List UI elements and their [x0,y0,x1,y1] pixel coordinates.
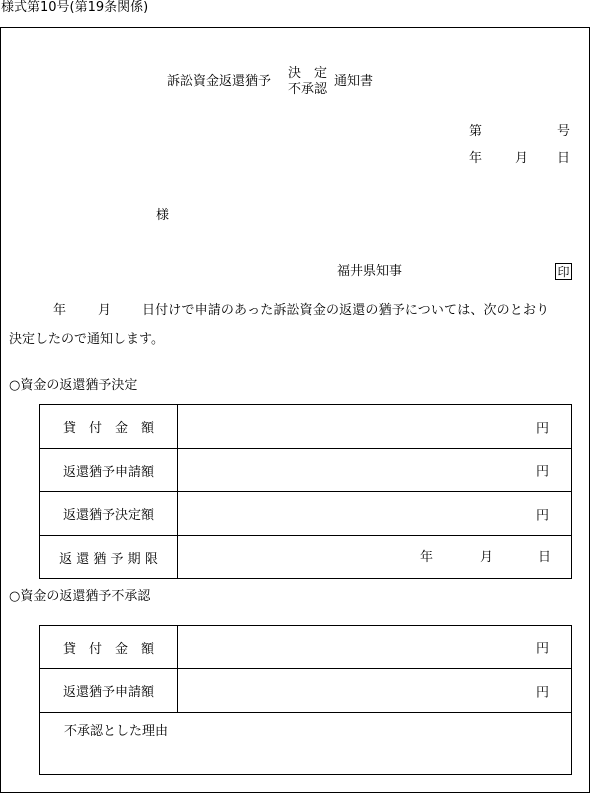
table-row [40,713,572,775]
loan-amount-label: 貸 付 金 額 [40,405,178,449]
date-month-label: 月 [515,151,529,166]
table-row [40,492,572,536]
body-year-label: 年 [53,303,67,318]
deferral-deadline-label: 返 還 猶 予 期 限 [40,536,178,579]
body-line2: 決定したので通知します。 [9,332,164,347]
date-day-label: 日 [557,151,571,166]
loan-amount-field[interactable] [178,626,572,669]
rejection-table [39,625,572,775]
loan-amount-label: 貸 付 金 額 [40,626,178,669]
yen-unit: 円 [535,641,549,657]
yen-unit: 円 [535,421,549,436]
deferral-request-amount-field[interactable] [178,669,572,713]
yen-unit: 円 [535,685,549,700]
rejection-reason-field[interactable] [40,713,572,775]
document-number-prefix: 第 [469,124,483,139]
deferral-request-amount-label: 返還猶予申請額 [40,449,178,492]
title-option-decision: 決 定 [288,66,328,81]
title-prefix: 訴訟資金返還猶予 [167,74,272,89]
addressee-suffix: 様 [156,208,170,223]
yen-unit: 円 [535,508,549,523]
title-option-rejection: 不承認 [288,82,328,97]
deferral-request-amount-field[interactable] [178,449,572,492]
deadline-month-label: 月 [480,550,494,565]
seal-mark: 印 [555,263,572,280]
document-number-suffix: 号 [557,124,571,139]
table-row [40,536,572,579]
body-month-label: 月 [98,303,112,318]
table-row [40,669,572,713]
deferral-request-amount-label: 返還猶予申請額 [40,669,178,713]
deadline-day-label: 日 [538,550,552,565]
rejection-reason-label: 不承認とした理由 [64,724,169,739]
table-row [40,626,572,669]
deferral-decision-amount-field[interactable] [178,492,572,536]
title-suffix: 通知書 [334,74,374,89]
yen-unit: 円 [535,464,549,480]
decision-table [39,404,572,579]
deferral-decision-amount-label: 返還猶予決定額 [40,492,178,536]
section-decision-heading: ○資金の返還猶予決定 [9,378,138,393]
form-number: 様式第10号(第19条関係) [1,0,149,15]
deadline-year-label: 年 [420,550,434,565]
table-row [40,449,572,492]
section-rejection-heading: ○資金の返還猶予不承認 [9,589,151,604]
deferral-deadline-field[interactable] [178,536,572,579]
issuer-name: 福井県知事 [337,264,403,279]
table-row [40,405,572,449]
date-year-label: 年 [469,151,483,166]
body-line1: 日付けで申請のあった訴訟資金の返還の猶予については、次のとおり [142,303,550,318]
loan-amount-field[interactable] [178,405,572,449]
